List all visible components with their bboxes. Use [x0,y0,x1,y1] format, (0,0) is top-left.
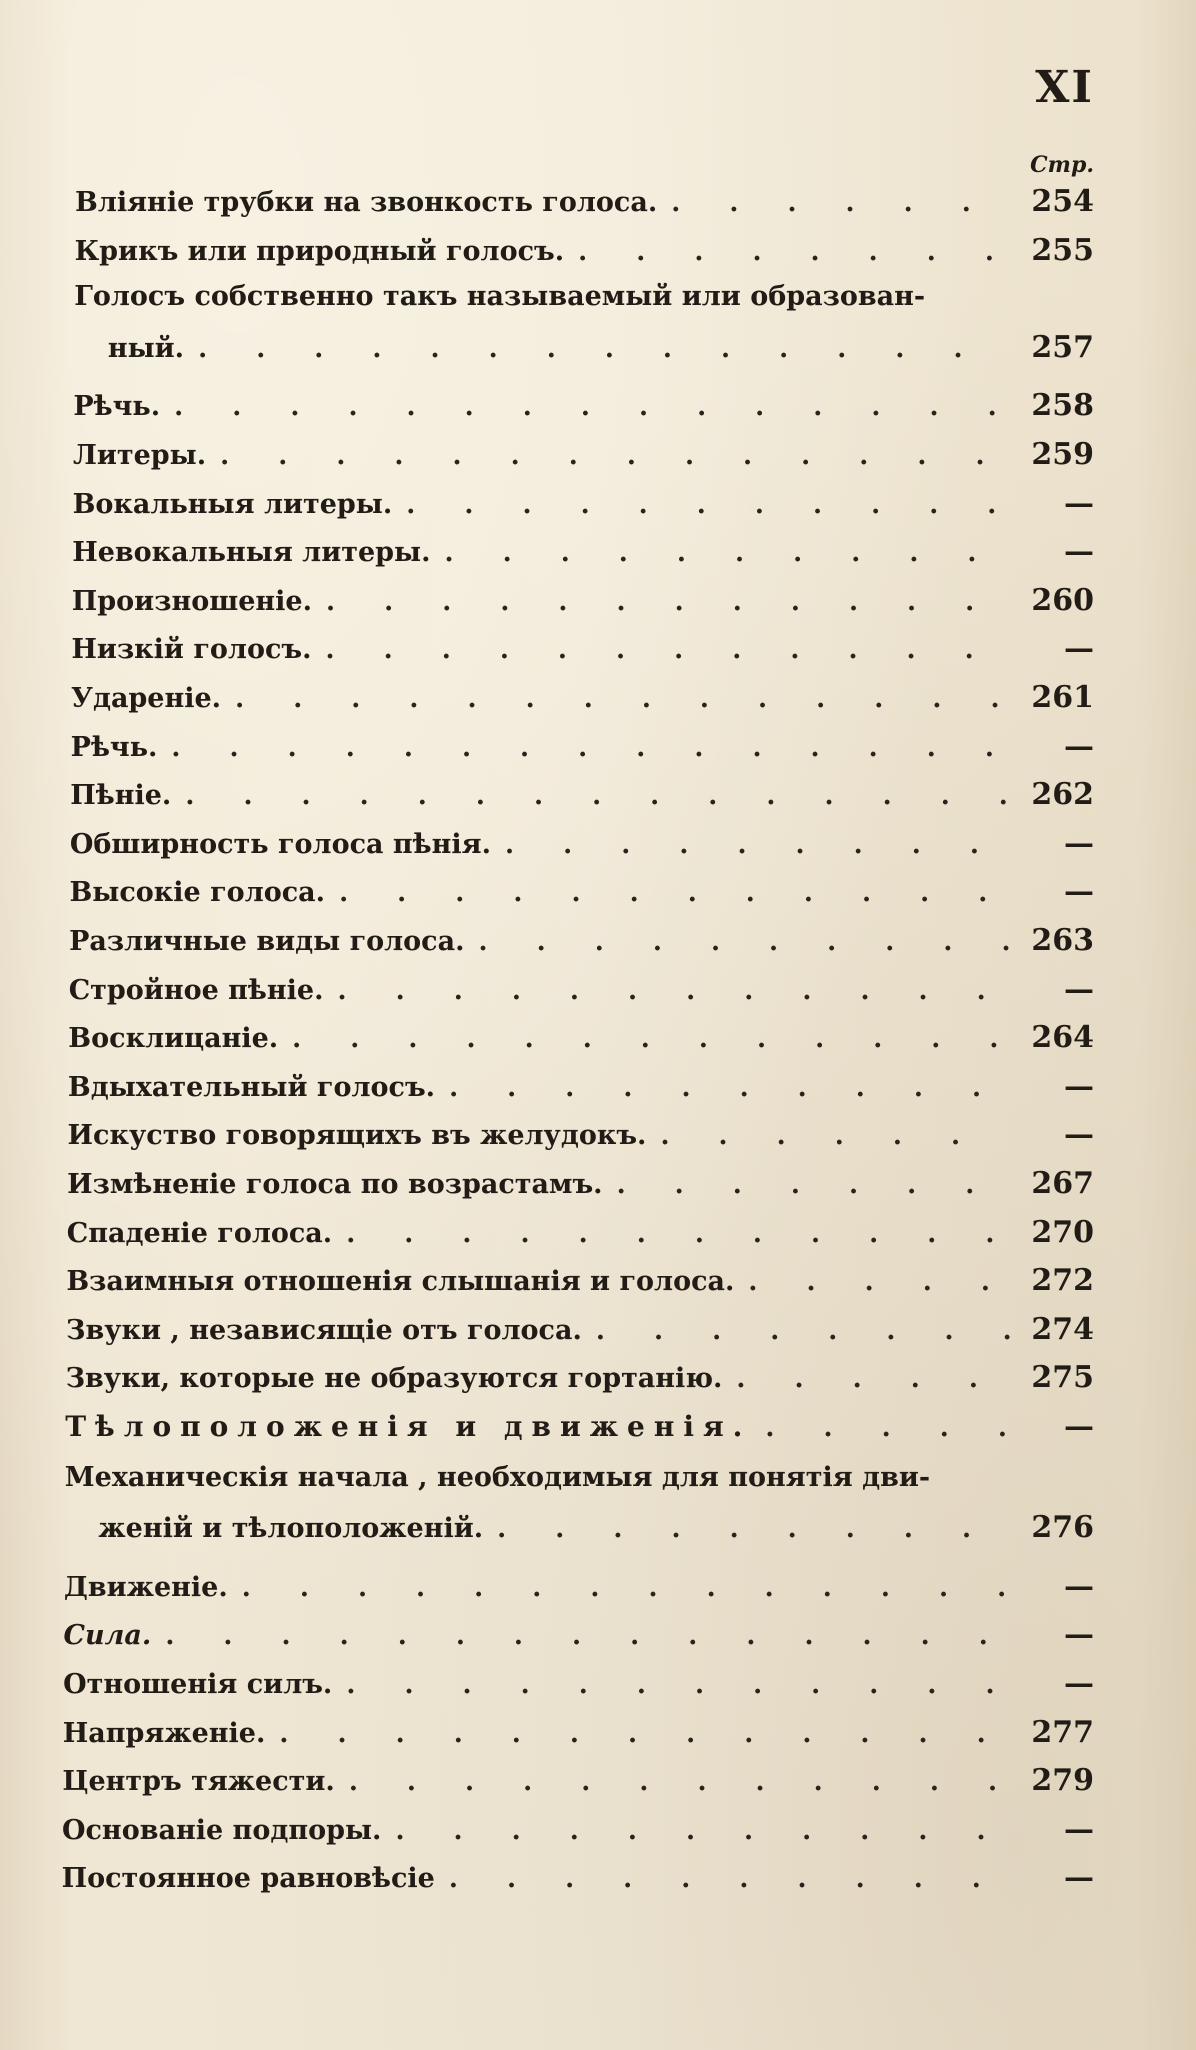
dot-leader [171,733,1010,763]
toc-entry [66,1263,1094,1298]
toc-entry-page: — [1064,1860,1094,1896]
toc-entry-title: Крикъ или природный голосъ. [74,235,565,267]
toc-entry-title: Звуки, которые не образуются гортанiю. [65,1363,723,1395]
dot-leader [326,587,1010,617]
toc-entry-title: Произношенiе. [71,585,313,617]
toc-entry-title: Стройное пѣнiе. [68,974,324,1006]
toc-entry [70,826,1094,861]
toc-entry [72,534,1094,569]
toc-entry-page: 270 [1031,1214,1094,1250]
dot-leader [479,927,1010,957]
dot-leader [235,684,1010,714]
toc-entry [62,1860,1094,1895]
toc-entry-page: 261 [1031,680,1094,715]
toc-entry-title: Взаимныя отношенiя слышанiя и голоса. [66,1266,735,1298]
toc-entry [67,1166,1094,1201]
toc-entry [69,874,1094,909]
toc-entry [75,184,1094,219]
toc-entry [64,1617,1094,1652]
toc-entry-line1: Механическiя начала , необходимыя для понятiя дви- [64,1461,931,1493]
dot-leader [292,1024,1010,1054]
toc-entry [68,1069,1094,1104]
toc-entry [63,1666,1094,1701]
toc-entry-page: — [1064,1568,1094,1604]
toc-entry-page: 258 [1031,388,1094,424]
toc-entry-title: Измѣненiе голоса по возрастамъ. [67,1169,603,1200]
dot-leader [497,1514,1010,1544]
toc-entry-page: — [1064,631,1094,667]
toc-entry [68,1117,1094,1152]
toc-entry [98,1510,1094,1545]
toc-entry-page: 274 [1031,1311,1094,1347]
toc-entry-title: Основанiе подпоры. [61,1814,382,1846]
dot-leader [242,1573,1010,1603]
toc-entry-title: Восклицанiе. [68,1023,279,1055]
dot-leader [346,1219,1010,1249]
toc-entry [64,1569,1094,1604]
toc-entry-page: 260 [1031,582,1094,618]
toc-entry-title: Обширность голоса пѣнiя. [69,828,492,860]
toc-entry [71,729,1094,764]
dot-leader [338,976,1010,1006]
toc-entry-title: Влiянiе трубки на звонкость голоса. [75,187,658,218]
dot-leader [198,334,1010,364]
toc-entry-title: Движенiе. [63,1571,228,1603]
toc-entry-title: Искуство говорящихъ въ желудокъ. [67,1120,647,1152]
dot-leader [395,1816,1010,1846]
toc-entry [69,972,1094,1007]
toc-entry [62,1763,1094,1798]
toc-entry-page: 272 [1031,1263,1094,1299]
page-number: XI [1035,62,1094,113]
toc-entry [71,680,1094,715]
toc-entry [69,923,1094,958]
toc-entry-page: 254 [1031,184,1094,219]
toc-entry-page: — [1064,971,1094,1007]
toc-entry-page: — [1064,1117,1094,1153]
toc-entry-title: Звуки , независящiе отъ голоса. [65,1314,582,1346]
toc-entry-title: Вокальныя литеры. [72,488,393,520]
toc-entry [68,1020,1094,1055]
toc-entry-page: — [1064,485,1094,521]
toc-entry [108,330,1094,365]
toc-entry-page: — [1064,1666,1094,1701]
toc-entry-title: ный. [107,332,185,364]
dot-leader [505,830,1010,860]
dot-leader [165,1621,1010,1651]
toc-entry-title: Невокальныя литеры. [72,537,431,569]
toc-entry [73,486,1094,521]
toc-entry-page: — [1064,534,1094,570]
dot-leader [349,1767,1010,1797]
toc-entry-page: 263 [1031,923,1094,958]
toc-entry-title: Спаденiе голоса. [66,1217,333,1249]
dot-leader [346,1670,1010,1700]
toc-entry-title: Пѣнiе. [70,780,172,812]
toc-entry-page: 275 [1031,1360,1094,1396]
toc-entry-page: — [1064,728,1094,764]
toc-entry-title: Отношенiя силъ. [63,1669,333,1700]
toc-entry-title: Напряженiе. [62,1717,266,1749]
dot-leader [406,490,1010,520]
toc-entry-title: Низкiй голосъ. [71,634,312,666]
toc-entry [66,1360,1094,1395]
toc-entry-page: — [1064,1617,1094,1653]
toc-entry [65,1409,1094,1444]
toc-entry-page: 276 [1031,1510,1094,1546]
toc-entry [73,388,1094,423]
dot-leader [596,1316,1010,1346]
toc-entry [66,1312,1094,1347]
toc-entry-title: Высокiе голоса. [69,877,326,909]
toc-entry-page: 264 [1031,1020,1094,1056]
toc-entry-title: женiй и тѣлоположенiй. [98,1513,484,1545]
toc-entry-title: Сила. [63,1620,152,1652]
dot-leader [279,1719,1010,1749]
toc-entry-title: Рѣчь. [73,391,161,423]
dot-leader [185,781,1010,811]
toc-entry-title: Различные виды голоса. [69,926,465,957]
toc-entry-title: Литеры. [72,440,207,471]
toc-entry [72,583,1094,618]
dot-leader [660,1121,1010,1151]
toc-entry-page: 259 [1031,437,1094,472]
toc-entry [75,233,1094,268]
toc-entry-page: 277 [1031,1714,1094,1750]
dot-leader [339,878,1010,908]
dot-leader [736,1364,1010,1394]
toc-entry [71,631,1094,666]
toc-entry-page: 257 [1031,329,1094,365]
toc-entry-page: — [1064,1811,1094,1847]
toc-entry-page: — [1064,1068,1094,1104]
toc-entry-page: 262 [1031,777,1094,813]
dot-leader [748,1267,1010,1297]
toc-entry [73,437,1094,472]
toc-entry-page: — [1064,874,1094,910]
toc-entry [67,1215,1094,1250]
dot-leader [174,392,1010,422]
toc-entry-title: Вдыхательный голосъ. [67,1071,436,1103]
dot-leader [449,1864,1010,1894]
dot-leader [220,441,1010,471]
toc-entry-page: 279 [1031,1763,1094,1799]
toc-entry-title: Центръ тяжести. [62,1766,335,1798]
dot-leader [765,1413,1010,1443]
dot-leader [445,538,1011,568]
dot-leader [671,188,1010,218]
toc-entry-title: Рѣчь. [70,731,158,763]
toc-entry [70,777,1094,812]
toc-entry-page: 267 [1031,1166,1094,1201]
toc-entry-title: Постоянное равновѣсiе [61,1863,435,1895]
toc-entry-page: — [1064,1409,1094,1444]
toc-entry [63,1715,1094,1750]
dot-leader [449,1073,1010,1103]
toc-entry-line1: Голосъ собственно такъ называемый или образован- [74,281,926,313]
toc-entry-title: Тѣлоположенiя и движенiя. [65,1410,752,1443]
toc-entry-page: — [1064,825,1094,861]
toc-entry [62,1812,1094,1847]
toc-entry-page: 255 [1031,232,1094,268]
page-column-header: Стр. [1030,152,1094,178]
dot-leader [326,635,1010,665]
dot-leader [578,237,1010,267]
dot-leader [617,1170,1010,1200]
toc-entry-title: Ударенiе. [71,683,222,714]
